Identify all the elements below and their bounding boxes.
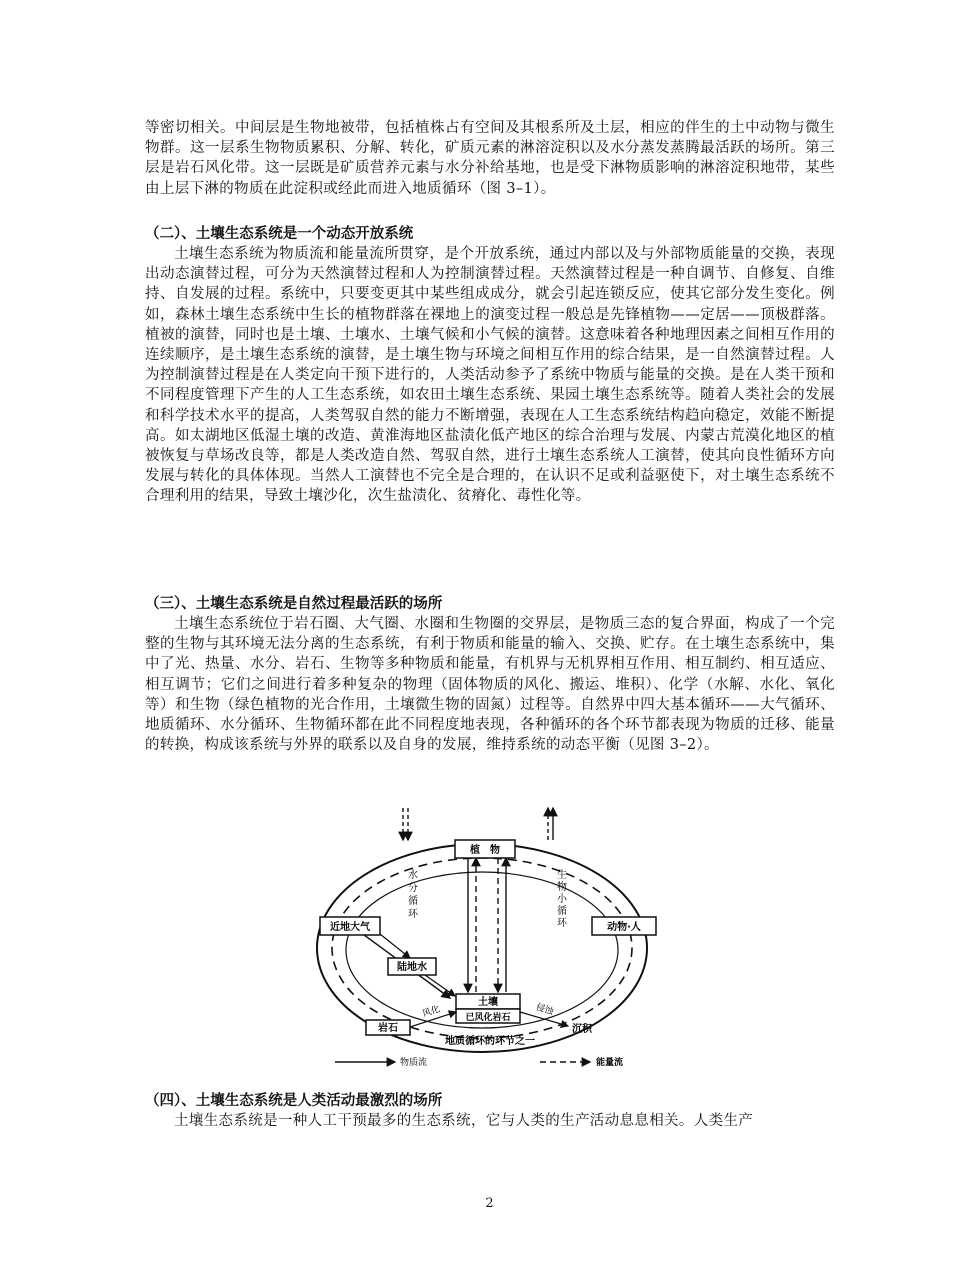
erosion-label: 侵蚀 — [534, 1002, 555, 1018]
plant-label: 植 物 — [470, 845, 500, 856]
page-number: 2 — [485, 1196, 494, 1211]
near-air-label: 近地大气 — [330, 922, 370, 933]
section-2-heading: （二）、土壤生态系统是一个动态开放系统 — [145, 225, 414, 242]
groundwater-label: 陆地水 — [397, 962, 427, 973]
section-4-paragraph: 土壤生态系统是一种人工干预最多的生态系统，它与人类的生产活动息息相关。人类生产 — [174, 1113, 754, 1129]
geo-cycle-label: 地质循环的环节之一 — [445, 1036, 535, 1047]
rock-label: 岩石 — [378, 1023, 398, 1034]
weathering-label: 风化 — [421, 1004, 442, 1020]
intro-paragraph: 等密切相关。中间层是生物地被带，包括植株占有空间及其根系所及土层，相应的伴生的土中动物与微生物群。这一层系生物物质累积、分解、转化，矿质元素的淋溶淀积以及水分蒸发蒸腾最活跃的场所。第三层是岩石风化带。这一层既是矿质营养元素与水分补给基地，也是受下淋物质影响的淋溶淀积地带，某些由上层下淋的物质在此淀积或经此而进入地质循环（图 3–1）。 — [145, 120, 835, 197]
intro-block — [145, 118, 835, 199]
section-3-heading: （三）、土壤生态系统是自然过程最活跃的场所 — [145, 595, 443, 612]
soil-ecosystem-cycle-diagram — [300, 800, 680, 1070]
section-2 — [145, 224, 835, 507]
weathered-rock-label: 已风化岩石 — [465, 1013, 511, 1023]
section-3-paragraph: 土壤生态系统位于岩石圈、大气圈、水圈和生物圈的交界层，是物质三态的复合界面，构成了一个完整的生物与其环境无法分离的生态系统，有利于物质和能量的输入、交换、贮存。在土壤生态系统中，集中了光、热量、水分、岩石、生物等多种物质和能量，有机界与无机界相互作用、相互制约、相互适应、相互调节；它们之间进行着多种复杂的物理（固体物质的风化、搬运、堆积）、化学（水解、水化、氧化等）和生物（绿色植物的光合作用，土壤微生物的固氮）过程等。自然界中四大基本循环——大气循环、地质循环、水分循环、生物循环都在此不同程度地表现，各种循环的各个环节都表现为物质的迁移、能量的转换，构成该系统与外界的联系以及自身的发展，维持系统的动态平衡（见图 3–2）。 — [145, 616, 835, 754]
water-cycle-label: 水分循环 — [408, 870, 418, 920]
legend-matter-label: 物质流 — [400, 1058, 428, 1068]
legend-energy-label: 能量流 — [596, 1058, 624, 1068]
section-4-heading: （四）、土壤生态系统是人类活动最激烈的场所 — [145, 1092, 443, 1109]
section-2-paragraph: 土壤生态系统为物质流和能量流所贯穿，是个开放系统，通过内部以及与外部物质能量的交换，表现出动态演替过程，可分为天然演替过程和人为控制演替过程。天然演替过程是一种自调节、自修复、自维持、自发展的过程。系统中，只要变更其中某些组成成分，就会引起连锁反应，使其它部分发生变化。例如，森林土壤生态系统中生长的植物群落在裸地上的演变过程一般总是先锋植物——定居——顶极群落。植被的演替，同时也是土壤、土壤水、土壤气候和小气候的演替。这意味着各种地理因素之间相互作用的连续顺序，是土壤生态系统的演替，是土壤生物与环境之间相互作用的综合结果，是一自然演替过程。人为控制演替过程是在人类定向干预下进行的，人类活动参予了系统中物质与能量的交换。是在人类干预和不同程度管理下产生的人工生态系统，如农田土壤生态系统、果园土壤生态系统等。随着人类社会的发展和科学技术水平的提高，人类驾驭自然的能力不断增强，表现在人工生态系统结构趋向稳定，效能不断提高。如太湖地区低湿土壤的改造、黄淮海地区盐渍化低产地区的综合治理与发展、内蒙古荒漠化地区的植被恢复与草场改良等，都是人类改造自然、驾驭自然，进行土壤生态系统人工演替，使其向良性循环方向发展与转化的具体体现。当然人工演替也不完全是合理的，在认识不足或利益驱使下，对土壤生态系统不合理利用的结果，导致土壤沙化，次生盐渍化、贫瘠化、毒性化等。 — [145, 246, 835, 505]
soil-label: 土壤 — [478, 997, 498, 1008]
animal-human-label: 动物·人 — [607, 922, 641, 933]
section-3 — [145, 594, 835, 755]
bio-cycle-label: 生物小循环 — [557, 870, 567, 929]
deposition-label: 沉积 — [572, 1024, 592, 1035]
section-4 — [145, 1091, 835, 1131]
